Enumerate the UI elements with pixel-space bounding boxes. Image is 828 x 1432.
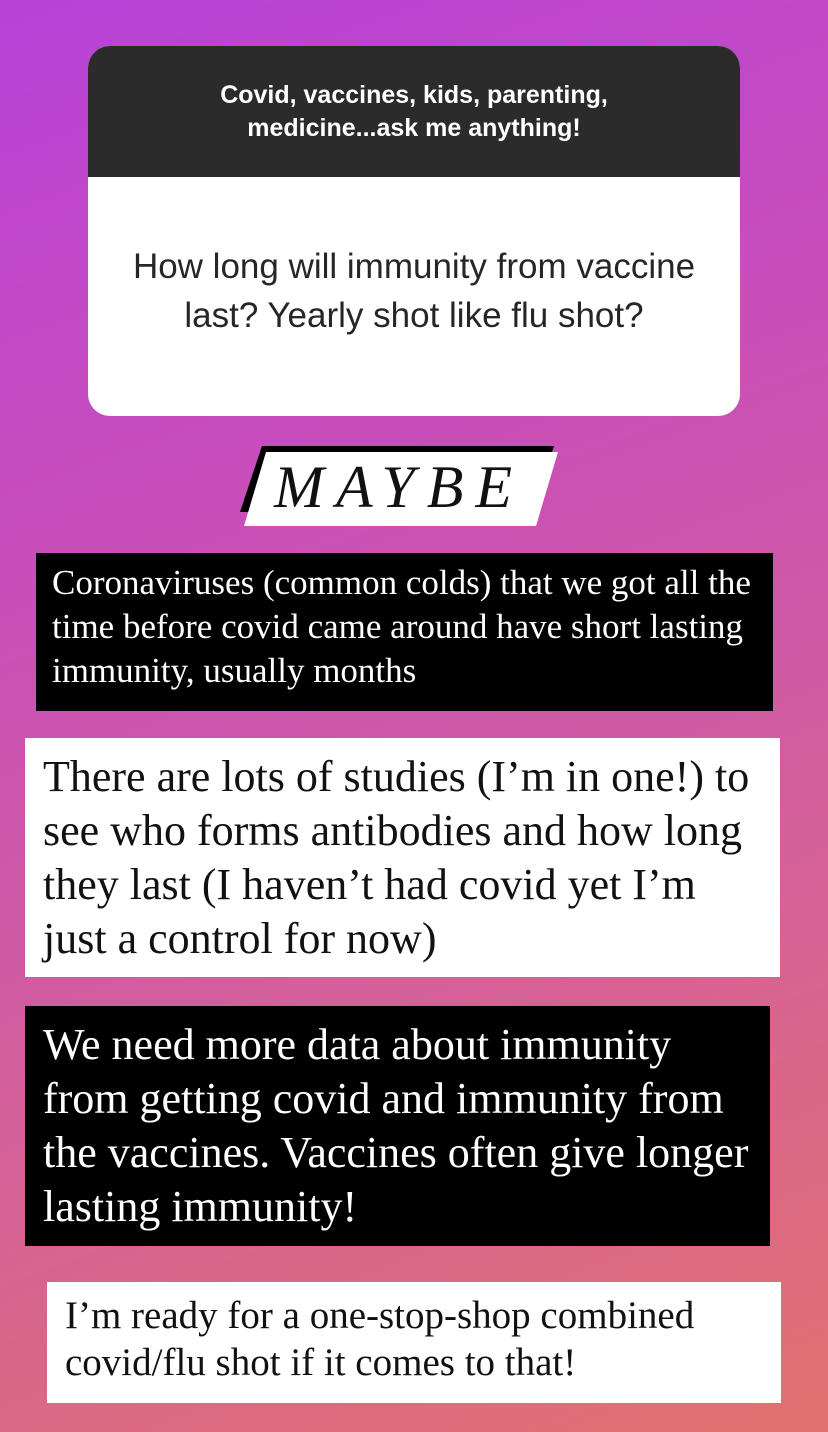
question-sticker[interactable]	[88, 46, 740, 416]
maybe-sticker[interactable]	[236, 446, 558, 526]
question-prompt-text: Covid, vaccines, kids, parenting, medicine...ask me anything!	[220, 80, 608, 142]
question-prompt-header	[88, 46, 740, 177]
question-text: How long will immunity from vaccine last? Yearly shot like flu shot?	[132, 246, 696, 335]
text-block-studies[interactable]: There are lots of studies (I’m in one!) to see who forms antibodies and how long they last (I haven’t had covid yet I’m just a control for now)	[25, 738, 780, 977]
question-answer-area	[88, 177, 740, 416]
text-block-more-data[interactable]: We need more data about immunity from getting covid and immunity from the vaccines. Vaccines often give longer lasting immunity!	[25, 1006, 770, 1246]
text-block-combined-shot[interactable]: I’m ready for a one-stop-shop combined covid/flu shot if it comes to that!	[47, 1282, 781, 1403]
maybe-sticker-text: MAYBE	[274, 454, 524, 520]
text-block-coronaviruses[interactable]: Coronaviruses (common colds) that we got all the time before covid came around have short lasting immunity, usually months	[36, 553, 773, 711]
